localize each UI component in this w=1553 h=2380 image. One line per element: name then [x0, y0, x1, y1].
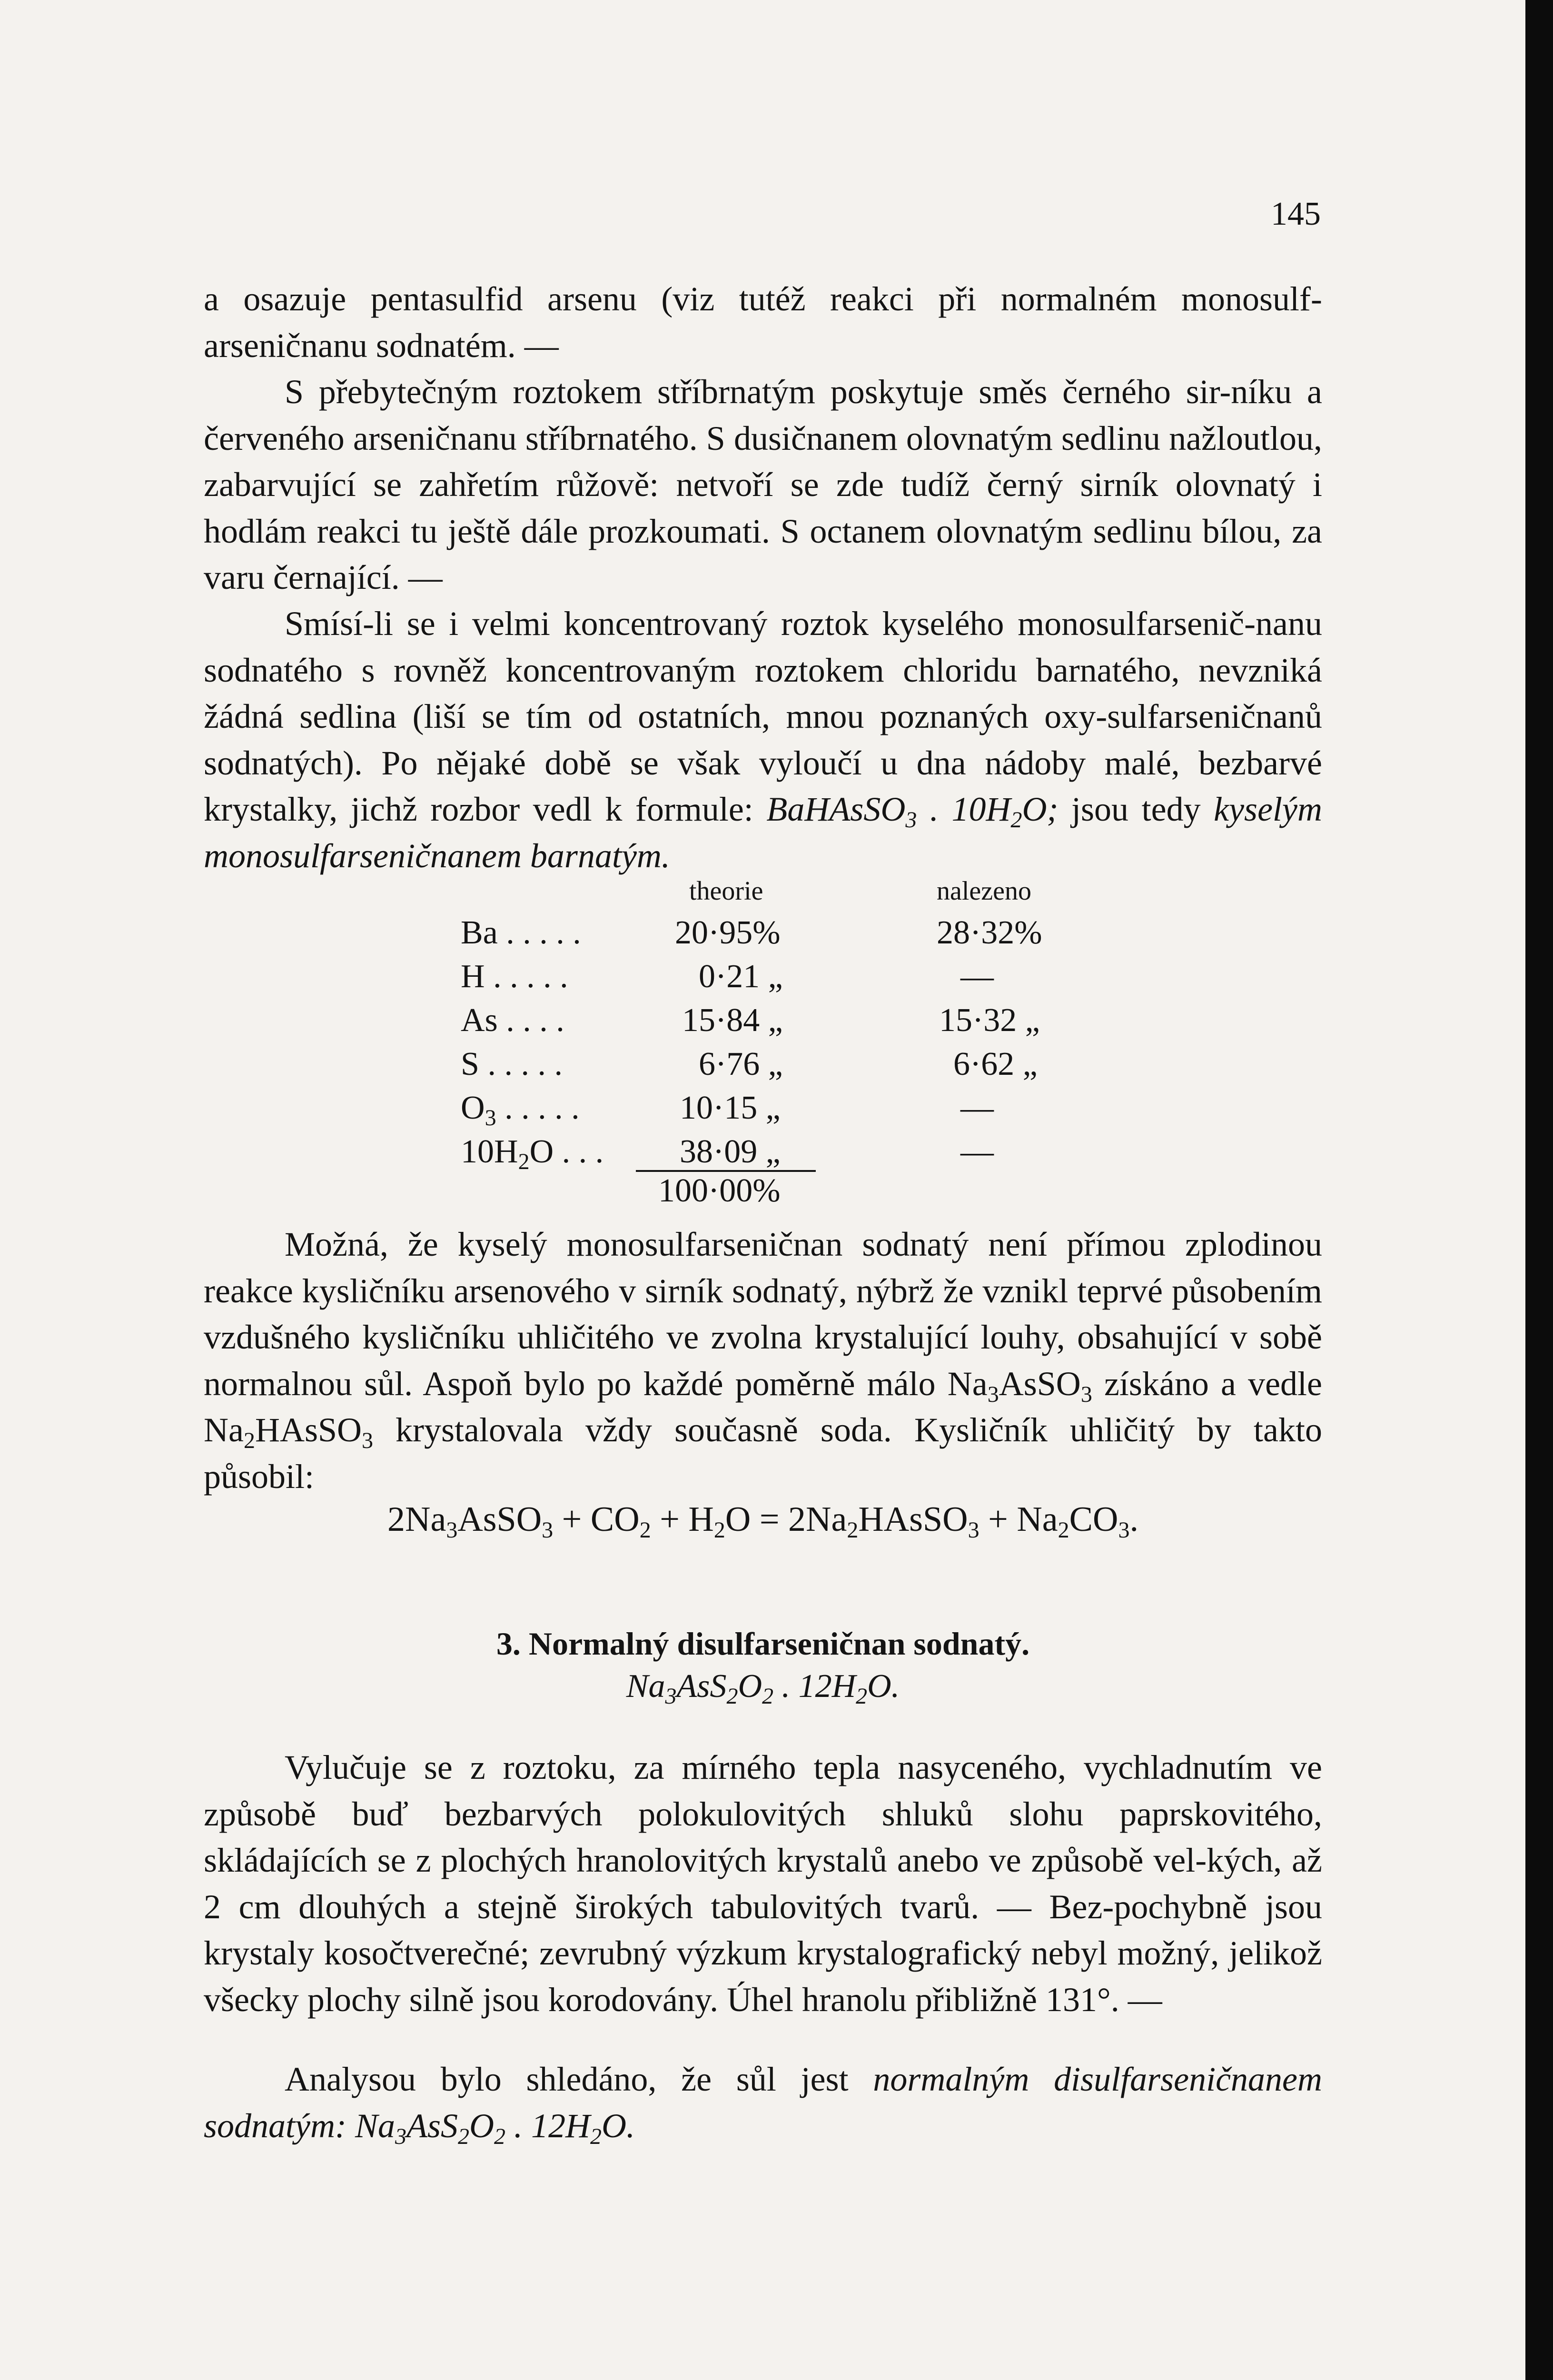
- page-number: 145: [1271, 196, 1321, 232]
- formula-na2hasso3: $Na_2HAsSO_3$: [204, 1411, 374, 1453]
- table-row: $O_3$ . . . . . 10·15 „ —: [461, 1090, 994, 1130]
- section-formula: $Na_3AsS_2O_2$ . $12H_2O$.: [626, 1668, 900, 1709]
- table-row: H . . . . . 0·21 „ —: [461, 958, 994, 995]
- block-section3: [204, 1622, 1322, 1708]
- formula-final: $Na_3AsS_2O_2$ . $12H_2O$.: [355, 2106, 635, 2149]
- block-equation: [204, 1496, 1322, 1543]
- paragraph-1: a osazuje pentasulfid arsenu (viz tutéž reakci při normalném monosulf-arseničnanu sodnatém. —: [204, 280, 1322, 365]
- block-para4: [204, 1221, 1322, 1500]
- block-para3: [204, 601, 1322, 879]
- table-row: Ba . . . . . 20·95% 28·32%: [461, 914, 1042, 951]
- header-theory: theorie: [689, 876, 763, 906]
- paragraph-6: Analysou bylo shledáno, že sůl jest normalným disulfarseničnanem sodnatým: $Na_3AsS_2O_2$ . $12H_2O$.: [204, 2060, 1323, 2149]
- block-para1: [204, 276, 1322, 369]
- block-para2: [204, 369, 1322, 601]
- paragraph-3: [204, 601, 1322, 879]
- paragraph-4: Možná, že kyselý monosulfarseničnan sodnatý není přímou zplodinou reakce kysličníku arsenového v sirník sodnatý, nýbrž že vznikl teprvé působením vzdušného kysličníku uhličitého ve zvolna krystalující louhy, obsahující v sobě normalnou sůl. Aspoň bylo po každé poměrně málo $Na_3AsSO_3$ získáno a vedle $Na_2HAsSO_3$ krystalovala vždy současně soda. Kysličník uhličitý by takto působil:: [204, 1225, 1323, 1496]
- table-row: S . . . . . 6·76 „ 6·62 „: [461, 1046, 1038, 1082]
- paragraph-2: S přebytečným roztokem stříbrnatým poskytuje směs černého sir-níku a červeného arseničnanu stříbrnatého. S dusičnanem olovnatým sedlinu nažloutlou, zabarvující se zahřetím růžově: netvoří se zde tudíž černý sirník olovnatý i hodlám reakci tu ještě dále prozkoumati. S octanem olovnatým sedlinu bílou, za varu černající. —: [204, 373, 1322, 596]
- header-found: nalezeno: [937, 876, 1031, 906]
- table-row: As . . . . 15·84 „ 15·32 „: [461, 1002, 1040, 1039]
- table-row: $10H_2O$ . . . 38·09 „ —: [461, 1133, 994, 1174]
- reaction-equation: $2Na_3AsSO_3 + CO_2 + H_2O$ = $2Na_2HAsSO_3 + Na_2CO_3$.: [387, 1500, 1138, 1543]
- paragraph-3-italic: kyselým monosulfarseničnanem barnatým.: [204, 790, 1322, 875]
- paragraph-5: Vylučuje se z roztoku, za mírného tepla nasyceného, vychladnutím ve způsobě buď bezbarvých polokulovitých shluků slohu paprskovitého, skládajících se z plochých hranolovitých krystalů anebo ve způsobě vel-kých, až 2 cm dlouhých a stejně širokých tabulovitých tvarů. — Bez-pochybně jsou krystaly kosočtverečné; zevrubný výzkum krystalografický nebyl možný, jelikož všecky plochy silně jsou korodovány. Úhel hranolu přibližně 131°. —: [204, 1748, 1322, 2019]
- table-total: 100·00%: [658, 1172, 781, 1209]
- scan-edge-right: [1525, 0, 1553, 2380]
- paragraph-3-tail: jsou tedy: [1071, 790, 1201, 828]
- formula-na3asso3: $Na_3AsSO_3$: [947, 1364, 1092, 1407]
- section-title: 3. Normalný disulfarseničnan sodnatý.: [496, 1626, 1030, 1662]
- formula-barium-salt: BaHAsSO$_3$ . $10H_2O$;: [766, 790, 1058, 833]
- paragraph-3-text: Smísí-li se i velmi koncentrovaný roztok kyselého monosulfarsenič-nanu sodnatého s rovněž koncentrovaným roztokem chloridu barnatého, nevzniká žádná sedlina (liší se tím od ostatních, mnou poznaných oxy-sulfarseničnanů sodnatých). Po nějaké době se však vyloučí u dna nádoby malé, bezbarvé krystalky, jichž rozbor vedl k formule:: [204, 605, 1322, 828]
- block-para5: [204, 1745, 1322, 2023]
- block-para6: [204, 2056, 1322, 2149]
